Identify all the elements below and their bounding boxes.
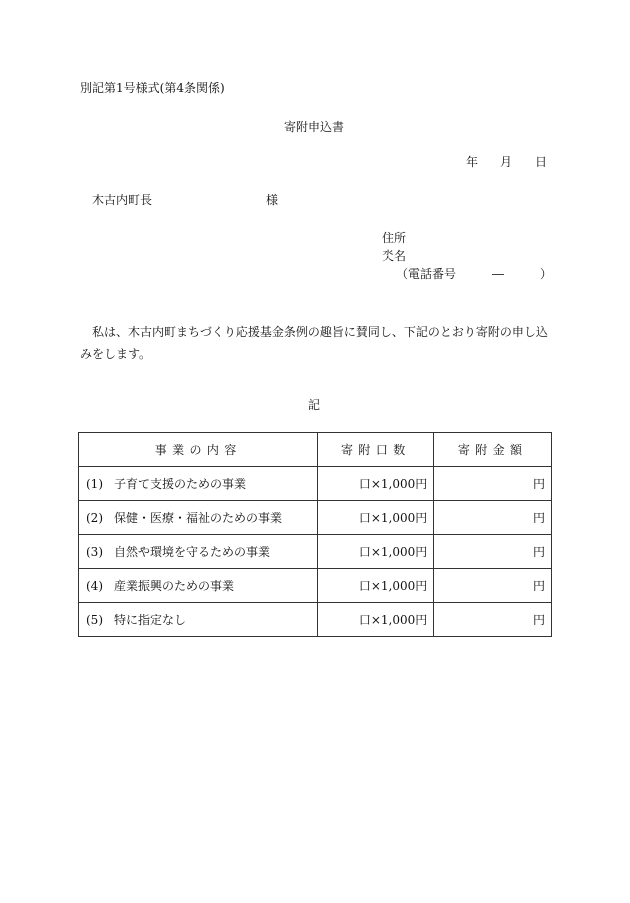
phone-close: ） bbox=[540, 267, 553, 281]
address-label: 住所 bbox=[382, 231, 407, 245]
header-content: 事業の内容 bbox=[79, 433, 318, 467]
row-amount: 円 bbox=[434, 603, 552, 637]
row-units: 口×1,000円 bbox=[318, 603, 434, 637]
row-amount: 円 bbox=[434, 501, 552, 535]
row-number: (2) bbox=[86, 511, 103, 525]
phone-dash: ― bbox=[492, 267, 504, 281]
table-row bbox=[79, 603, 552, 637]
row-label: 特に指定なし bbox=[114, 613, 187, 627]
row-label: 保健・医療・福祉のための事業 bbox=[114, 511, 283, 525]
row-amount: 円 bbox=[434, 535, 552, 569]
row-units: 口×1,000円 bbox=[318, 535, 434, 569]
date-day-label: 日 bbox=[535, 155, 548, 169]
row-amount: 円 bbox=[434, 467, 552, 501]
row-number: (5) bbox=[86, 613, 103, 627]
ki-heading: 記 bbox=[308, 398, 321, 412]
table-row bbox=[79, 467, 552, 501]
row-label: 子育て支援のための事業 bbox=[114, 477, 247, 491]
body-text: 私は、木古内町まちづくり応援基金条例の趣旨に賛同し、下記のとおり寄附の申し込みをします。 bbox=[80, 325, 548, 361]
name-label: 氼名 bbox=[382, 249, 407, 263]
row-item bbox=[79, 501, 318, 535]
table-row bbox=[79, 535, 552, 569]
row-amount: 円 bbox=[434, 569, 552, 603]
row-item bbox=[79, 467, 318, 501]
table-row bbox=[79, 569, 552, 603]
recipient-name: 木古内町長 bbox=[92, 193, 153, 207]
form-label: 別記第1号様式(第4条関係) bbox=[80, 81, 225, 95]
row-item bbox=[79, 569, 318, 603]
row-units: 口×1,000円 bbox=[318, 467, 434, 501]
row-units: 口×1,000円 bbox=[318, 569, 434, 603]
row-item bbox=[79, 603, 318, 637]
row-units: 口×1,000円 bbox=[318, 501, 434, 535]
phone-label: （電話番号 bbox=[396, 267, 457, 281]
table-header-row bbox=[79, 433, 552, 467]
row-number: (4) bbox=[86, 579, 103, 593]
recipient-honorific: 様 bbox=[266, 193, 279, 207]
date-year-label: 年 bbox=[466, 155, 479, 169]
row-number: (3) bbox=[86, 545, 103, 559]
row-number: (1) bbox=[86, 477, 103, 491]
header-units: 寄附口数 bbox=[318, 433, 434, 467]
header-amount: 寄附金額 bbox=[434, 433, 552, 467]
row-label: 自然や環境を守るための事業 bbox=[114, 545, 271, 559]
date-month-label: 月 bbox=[500, 155, 513, 169]
row-label: 産業振興のための事業 bbox=[114, 579, 235, 593]
row-item bbox=[79, 535, 318, 569]
page-title: 寄附申込書 bbox=[284, 120, 345, 134]
table-row bbox=[79, 501, 552, 535]
donation-table bbox=[78, 432, 552, 637]
